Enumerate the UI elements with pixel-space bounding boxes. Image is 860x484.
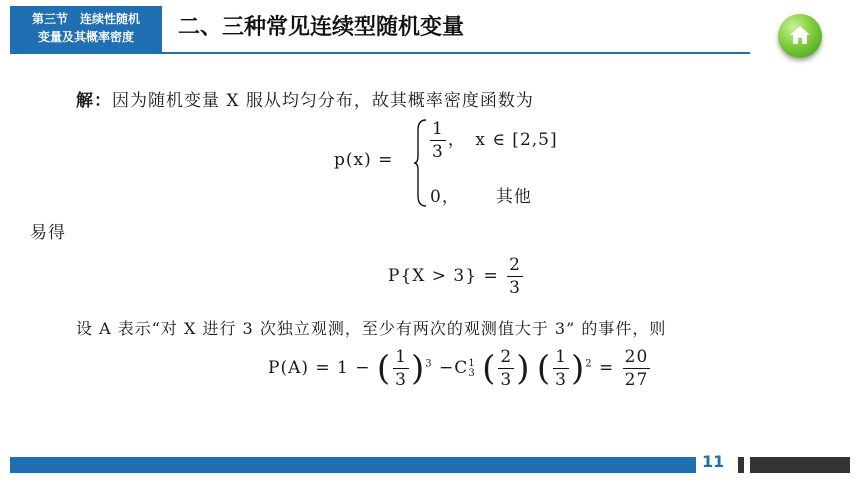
event-definition: 设 A 表示“对 X 进行 3 次独立观测，至少有两次的观测值大于 3” 的事件，则 — [76, 319, 667, 338]
pa-result: $\frac{20}{27}$ — [624, 347, 649, 390]
section-tag-line1: 第三节 连续性随机 — [31, 12, 140, 26]
pa-lhs: P(A) = 1 − — [268, 358, 371, 378]
pa-exp-3: 2 — [585, 358, 593, 370]
case-one — [428, 118, 558, 163]
section-tag — [10, 6, 162, 52]
case-two-value: 0， — [430, 187, 460, 207]
probability-a: P(A) = 1 − ( $\frac{1}{3}$ )$^3$ −C 1 3 ( $\frac{2}{3}$ ) ( $\frac{1}{3}$ )$^2$ = $\frac{20}{27}$ — [268, 347, 649, 390]
probability-x-gt-3 — [388, 254, 525, 299]
case-one-fraction: $\frac{1}{3}$ — [432, 119, 444, 162]
case-one-condition: ， x ∈ [2,5] — [447, 130, 558, 150]
footer-bar — [10, 457, 696, 473]
pa-exp-1: 3 — [425, 358, 433, 370]
footer-marker — [738, 457, 744, 473]
prob-lhs: P{X > 3} = — [388, 266, 499, 286]
home-icon — [788, 23, 812, 47]
header-divider — [10, 52, 750, 54]
page-number: 11 — [702, 452, 725, 471]
page-title: 二、三种常见连续型随机变量 — [178, 15, 465, 40]
cases-brace — [414, 118, 428, 208]
pdf-lhs: p(x) = — [334, 150, 394, 170]
easy-get-text: 易得 — [30, 223, 66, 243]
home-button[interactable] — [778, 14, 822, 58]
case-two — [430, 182, 532, 207]
solution-text: 因为随机变量 X 服从均匀分布，故其概率密度函数为 — [112, 91, 534, 111]
prob-fraction: $\frac{2}{3}$ — [509, 255, 521, 298]
case-two-condition: 其他 — [495, 187, 532, 207]
solution-line — [76, 86, 534, 111]
pa-frac-1: $\frac{1}{3}$ — [395, 347, 407, 390]
footer-dark-bar — [750, 457, 850, 473]
pa-combination: −C — [439, 358, 469, 378]
pa-frac-2: $\frac{2}{3}$ — [500, 347, 513, 390]
solution-label: 解： — [76, 91, 112, 111]
section-tag-line2: 变量及其概率密度 — [37, 30, 134, 44]
pa-equals: = — [599, 358, 615, 378]
pa-frac-3: $\frac{1}{3}$ — [555, 347, 567, 390]
